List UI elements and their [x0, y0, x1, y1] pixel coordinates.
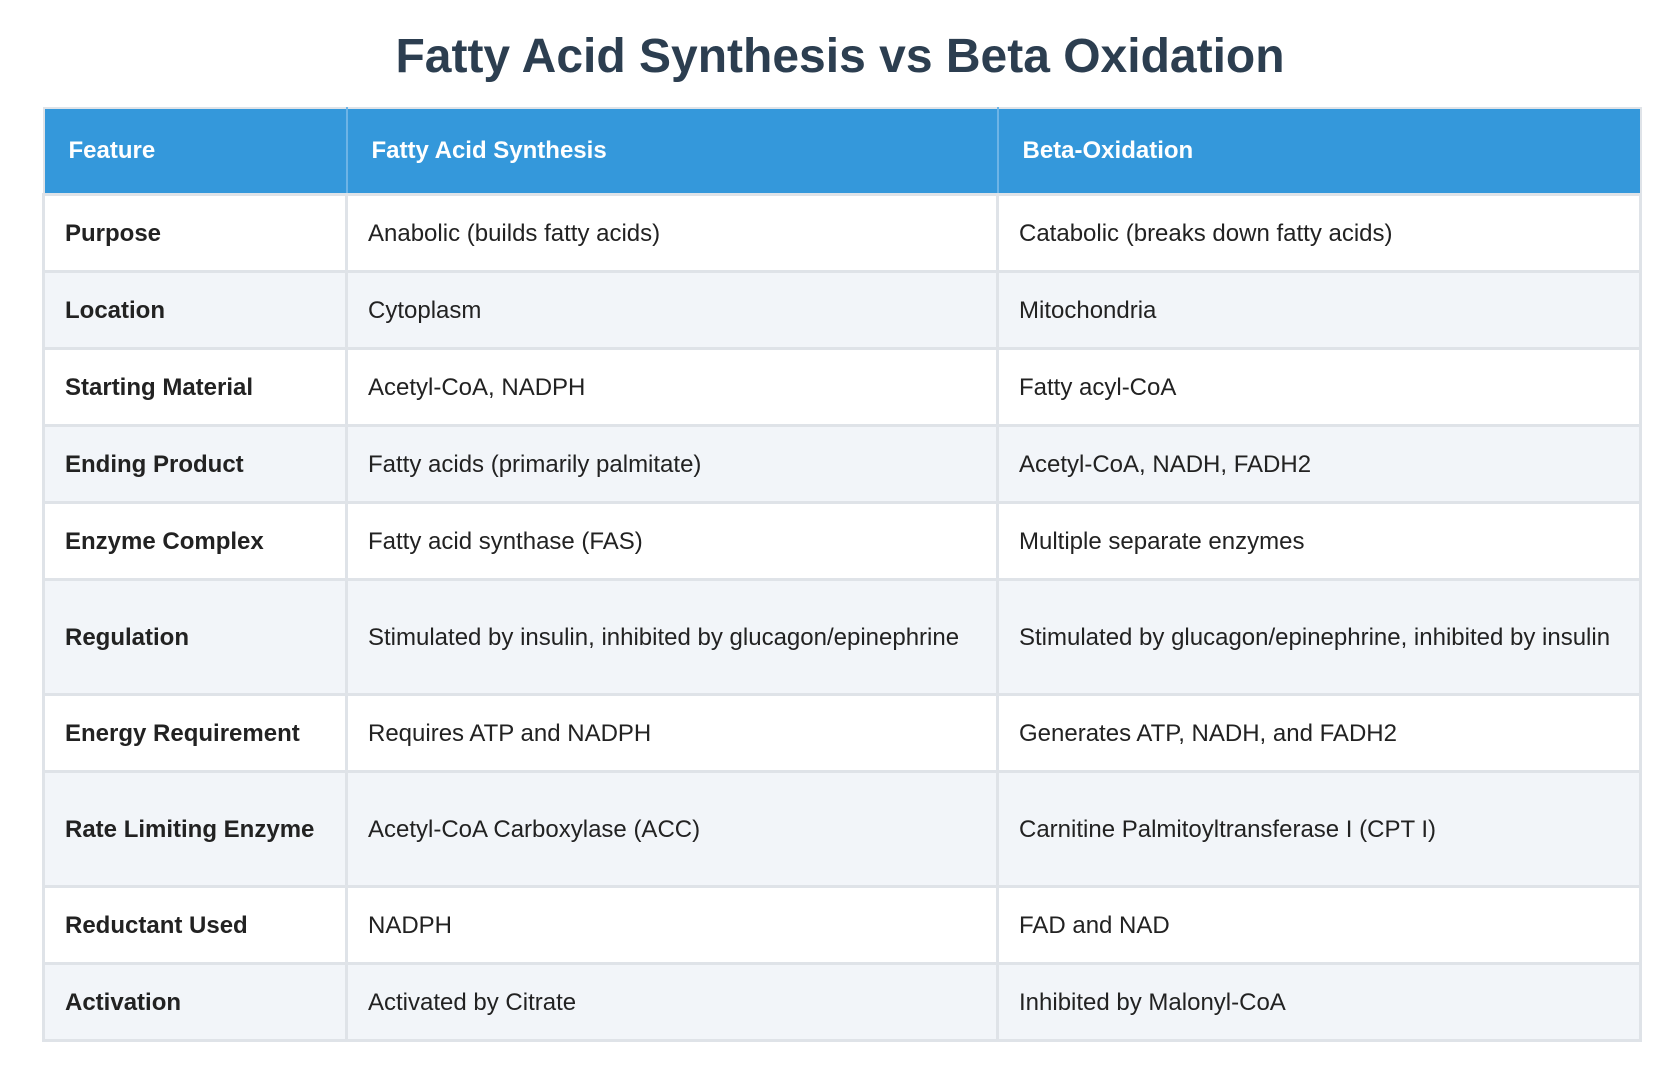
synthesis-cell: Fatty acids (primarily palmitate) — [347, 426, 998, 503]
oxidation-cell: Multiple separate enzymes — [998, 503, 1641, 580]
synthesis-cell: Anabolic (builds fatty acids) — [347, 195, 998, 272]
column-header-feature: Feature — [44, 108, 347, 195]
column-header-beta-oxidation: Beta-Oxidation — [998, 108, 1641, 195]
oxidation-cell: Fatty acyl-CoA — [998, 349, 1641, 426]
synthesis-cell: Cytoplasm — [347, 272, 998, 349]
feature-cell: Regulation — [44, 580, 347, 695]
oxidation-cell: Inhibited by Malonyl-CoA — [998, 964, 1641, 1041]
table-header-row — [44, 108, 1641, 195]
table-row — [44, 272, 1641, 349]
table-row — [44, 695, 1641, 772]
table-row — [44, 195, 1641, 272]
synthesis-cell: Acetyl-CoA, NADPH — [347, 349, 998, 426]
synthesis-cell: Acetyl-CoA Carboxylase (ACC) — [347, 772, 998, 887]
synthesis-cell: NADPH — [347, 887, 998, 964]
feature-cell: Energy Requirement — [44, 695, 347, 772]
feature-cell: Reductant Used — [44, 887, 347, 964]
table-row — [44, 349, 1641, 426]
table-row — [44, 964, 1641, 1041]
feature-cell: Rate Limiting Enzyme — [44, 772, 347, 887]
synthesis-cell: Fatty acid synthase (FAS) — [347, 503, 998, 580]
column-header-fatty-acid-synthesis: Fatty Acid Synthesis — [347, 108, 998, 195]
oxidation-cell: Stimulated by glucagon/epinephrine, inhibited by insulin — [998, 580, 1641, 695]
oxidation-cell: Mitochondria — [998, 272, 1641, 349]
feature-cell: Starting Material — [44, 349, 347, 426]
feature-cell: Purpose — [44, 195, 347, 272]
synthesis-cell: Requires ATP and NADPH — [347, 695, 998, 772]
oxidation-cell: Acetyl-CoA, NADH, FADH2 — [998, 426, 1641, 503]
oxidation-cell: Catabolic (breaks down fatty acids) — [998, 195, 1641, 272]
feature-cell: Enzyme Complex — [44, 503, 347, 580]
oxidation-cell: Carnitine Palmitoyltransferase I (CPT I) — [998, 772, 1641, 887]
synthesis-cell: Stimulated by insulin, inhibited by glucagon/epinephrine — [347, 580, 998, 695]
table-row — [44, 426, 1641, 503]
table-row — [44, 503, 1641, 580]
oxidation-cell: Generates ATP, NADH, and FADH2 — [998, 695, 1641, 772]
comparison-table — [42, 107, 1642, 1042]
synthesis-cell: Activated by Citrate — [347, 964, 998, 1041]
table-row — [44, 887, 1641, 964]
table-row — [44, 772, 1641, 887]
table-row — [44, 580, 1641, 695]
feature-cell: Ending Product — [44, 426, 347, 503]
feature-cell: Activation — [44, 964, 347, 1041]
oxidation-cell: FAD and NAD — [998, 887, 1641, 964]
feature-cell: Location — [44, 272, 347, 349]
page-title: Fatty Acid Synthesis vs Beta Oxidation — [395, 30, 1285, 83]
